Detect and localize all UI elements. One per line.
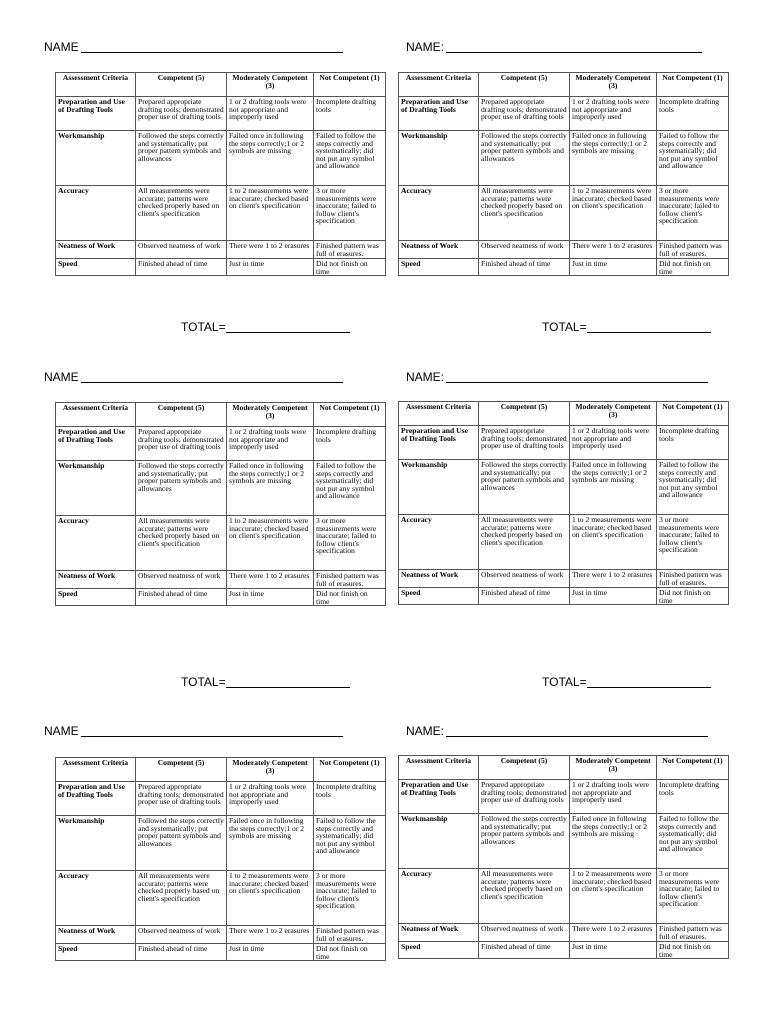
column-header: Assessment Criteria (56, 73, 136, 97)
column-header: Competent (5) (479, 73, 570, 97)
column-header: Moderately Competent (3) (227, 73, 314, 97)
rating-cell: All measurements were accurate; patterns were checked properly based on client's specification (479, 515, 570, 570)
rating-cell: Followed the steps correctly and systematically; put proper pattern symbols and allowances (136, 131, 227, 186)
rating-cell: Observed neatness of work (479, 924, 570, 942)
rating-cell: There were 1 to 2 erasures (227, 926, 314, 944)
rating-cell: 1 to 2 measurements were inaccurate; checked based on client's specification (227, 186, 314, 241)
criteria-cell: Workmanship (56, 131, 136, 186)
name-label: NAME: (406, 370, 445, 384)
name-blank[interactable] (446, 726, 708, 737)
rating-cell: 1 to 2 measurements were inaccurate; checked based on client's specification (570, 515, 657, 570)
rubric-row (399, 814, 729, 869)
rubric-row (56, 427, 386, 461)
rating-cell: Incomplete drafting tools (657, 426, 729, 460)
name-label: NAME (44, 724, 79, 738)
rubric-table (55, 402, 386, 606)
total-label: TOTAL= (181, 320, 226, 334)
rating-cell: 1 to 2 measurements were inaccurate; checked based on client's specification (227, 516, 314, 571)
rating-cell: Observed neatness of work (479, 570, 570, 588)
rating-cell: Failed to follow the steps correctly and systematically; did not put any symbol and allowance (657, 131, 729, 186)
rubric-row (56, 944, 386, 961)
rating-cell: Failed to follow the steps correctly and systematically; did not put any symbol and allowance (657, 460, 729, 515)
rubric-row (399, 588, 729, 605)
column-header: Assessment Criteria (399, 756, 479, 780)
rating-cell: 1 to 2 measurements were inaccurate; checked based on client's specification (227, 871, 314, 926)
rubric-row (56, 516, 386, 571)
column-header: Competent (5) (136, 73, 227, 97)
rating-cell: Incomplete drafting tools (314, 782, 386, 816)
rating-cell: There were 1 to 2 erasures (570, 241, 657, 259)
rubric-row (56, 589, 386, 606)
rating-cell: Failed to follow the steps correctly and systematically; did not put any symbol and allowance (657, 814, 729, 869)
rating-cell: There were 1 to 2 erasures (570, 570, 657, 588)
rating-cell: Did not finish on time (314, 589, 386, 606)
rating-cell: Failed to follow the steps correctly and systematically; did not put any symbol and allowance (314, 131, 386, 186)
column-header: Not Competent (1) (657, 402, 729, 426)
rubric-table (55, 757, 386, 961)
criteria-cell: Preparation and Use of Drafting Tools (399, 426, 479, 460)
header-row (56, 758, 386, 782)
total-line (542, 320, 711, 334)
criteria-cell: Workmanship (56, 461, 136, 516)
column-header: Moderately Competent (3) (570, 756, 657, 780)
rating-cell: Observed neatness of work (136, 926, 227, 944)
criteria-cell: Accuracy (56, 186, 136, 241)
criteria-cell: Neatness of Work (399, 924, 479, 942)
rubric-row (399, 186, 729, 241)
column-header: Competent (5) (136, 403, 227, 427)
rubric-row (399, 942, 729, 959)
rating-cell: 1 or 2 drafting tools were not appropriate and improperly used (227, 782, 314, 816)
header-row (56, 73, 386, 97)
criteria-cell: Speed (56, 589, 136, 606)
rating-cell: 1 or 2 drafting tools were not appropriate and improperly used (570, 97, 657, 131)
rubric-row (56, 241, 386, 259)
criteria-cell: Preparation and Use of Drafting Tools (399, 780, 479, 814)
name-line (406, 40, 702, 54)
rating-cell: 3 or more measurements were inaccurate; failed to follow client's specification (657, 186, 729, 241)
rating-cell: Did not finish on time (657, 588, 729, 605)
rating-cell: Incomplete drafting tools (314, 97, 386, 131)
criteria-cell: Accuracy (399, 869, 479, 924)
column-header: Assessment Criteria (399, 73, 479, 97)
criteria-cell: Workmanship (399, 131, 479, 186)
column-header: Competent (5) (479, 756, 570, 780)
column-header: Not Competent (1) (314, 403, 386, 427)
rating-cell: Just in time (227, 589, 314, 606)
rating-cell: Incomplete drafting tools (314, 427, 386, 461)
rubric-table (398, 401, 729, 605)
rating-cell: 3 or more measurements were inaccurate; failed to follow client's specification (657, 515, 729, 570)
rating-cell: All measurements were accurate; patterns were checked properly based on client's specification (479, 869, 570, 924)
rating-cell: 3 or more measurements were inaccurate; failed to follow client's specification (314, 871, 386, 926)
header-row (399, 756, 729, 780)
rubric-row (399, 515, 729, 570)
rubric-row (399, 97, 729, 131)
rating-cell: Did not finish on time (657, 942, 729, 959)
header-row (399, 402, 729, 426)
rating-cell: Followed the steps correctly and systematically; put proper pattern symbols and allowances (479, 460, 570, 515)
rating-cell: 1 or 2 drafting tools were not appropriate and improperly used (227, 97, 314, 131)
name-label: NAME (44, 370, 79, 384)
criteria-cell: Speed (399, 588, 479, 605)
column-header: Competent (5) (136, 758, 227, 782)
rubric-table (398, 755, 729, 959)
criteria-cell: Neatness of Work (399, 570, 479, 588)
name-blank[interactable] (81, 726, 343, 737)
rating-cell: Finished pattern was full of erasures. (657, 241, 729, 259)
total-blank[interactable] (587, 322, 711, 333)
rubric-row (56, 186, 386, 241)
rating-cell: Finished ahead of time (479, 588, 570, 605)
column-header: Not Competent (1) (314, 73, 386, 97)
rating-cell: Prepared appropriate drafting tools; demonstrated proper use of drafting tools (479, 426, 570, 460)
rubric-table (55, 72, 386, 276)
name-blank[interactable] (446, 42, 702, 53)
rating-cell: Just in time (227, 259, 314, 276)
rating-cell: Failed to follow the steps correctly and systematically; did not put any symbol and allowance (314, 816, 386, 871)
total-label: TOTAL= (542, 675, 587, 689)
name-blank[interactable] (81, 372, 343, 383)
rubric-row (56, 461, 386, 516)
column-header: Assessment Criteria (399, 402, 479, 426)
column-header: Not Competent (1) (657, 73, 729, 97)
rating-cell: Finished ahead of time (136, 944, 227, 961)
rating-cell: Just in time (570, 942, 657, 959)
rating-cell: Failed once in following the steps correctly;1 or 2 symbols are missing (570, 814, 657, 869)
column-header: Competent (5) (479, 402, 570, 426)
rating-cell: Finished ahead of time (136, 259, 227, 276)
criteria-cell: Neatness of Work (56, 571, 136, 589)
rating-cell: 1 or 2 drafting tools were not appropriate and improperly used (227, 427, 314, 461)
rating-cell: Prepared appropriate drafting tools; demonstrated proper use of drafting tools (479, 97, 570, 131)
header-row (56, 403, 386, 427)
criteria-cell: Accuracy (56, 871, 136, 926)
header-row (399, 73, 729, 97)
total-line (181, 675, 350, 689)
column-header: Moderately Competent (3) (570, 402, 657, 426)
rating-cell: Finished pattern was full of erasures. (314, 571, 386, 589)
total-line (181, 320, 350, 334)
column-header: Not Competent (1) (657, 756, 729, 780)
name-label: NAME (44, 40, 79, 54)
rating-cell: 1 or 2 drafting tools were not appropriate and improperly used (570, 780, 657, 814)
rubric-row (399, 460, 729, 515)
rating-cell: Just in time (227, 944, 314, 961)
rating-cell: Did not finish on time (314, 944, 386, 961)
criteria-cell: Neatness of Work (56, 926, 136, 944)
rubric-row (399, 780, 729, 814)
column-header: Moderately Competent (3) (227, 758, 314, 782)
total-blank[interactable] (226, 677, 350, 688)
criteria-cell: Speed (399, 259, 479, 276)
criteria-cell: Accuracy (399, 515, 479, 570)
rating-cell: All measurements were accurate; patterns were checked properly based on client's specification (136, 186, 227, 241)
rating-cell: Finished ahead of time (136, 589, 227, 606)
criteria-cell: Neatness of Work (56, 241, 136, 259)
criteria-cell: Workmanship (399, 460, 479, 515)
rating-cell: There were 1 to 2 erasures (227, 241, 314, 259)
rubric-row (56, 816, 386, 871)
rating-cell: There were 1 to 2 erasures (227, 571, 314, 589)
name-label: NAME: (406, 40, 445, 54)
rating-cell: 3 or more measurements were inaccurate; failed to follow client's specification (314, 186, 386, 241)
rating-cell: Observed neatness of work (136, 571, 227, 589)
rating-cell: Finished pattern was full of erasures. (314, 926, 386, 944)
rating-cell: Did not finish on time (314, 259, 386, 276)
rating-cell: 1 to 2 measurements were inaccurate; checked based on client's specification (570, 186, 657, 241)
criteria-cell: Accuracy (56, 516, 136, 571)
rubric-row (56, 259, 386, 276)
name-line (406, 370, 708, 384)
rating-cell: Just in time (570, 259, 657, 276)
column-header: Moderately Competent (3) (227, 403, 314, 427)
name-line (44, 724, 343, 738)
criteria-cell: Preparation and Use of Drafting Tools (56, 427, 136, 461)
total-blank[interactable] (587, 677, 711, 688)
rubric-row (56, 926, 386, 944)
name-blank[interactable] (446, 372, 708, 383)
name-line (44, 40, 343, 54)
column-header: Assessment Criteria (56, 403, 136, 427)
criteria-cell: Speed (56, 944, 136, 961)
total-blank[interactable] (226, 322, 350, 333)
rating-cell: 3 or more measurements were inaccurate; failed to follow client's specification (314, 516, 386, 571)
rating-cell: Followed the steps correctly and systematically; put proper pattern symbols and allowances (136, 816, 227, 871)
rating-cell: Followed the steps correctly and systematically; put proper pattern symbols and allowances (479, 131, 570, 186)
rating-cell: All measurements were accurate; patterns were checked properly based on client's specification (479, 186, 570, 241)
rating-cell: All measurements were accurate; patterns were checked properly based on client's specification (136, 516, 227, 571)
criteria-cell: Preparation and Use of Drafting Tools (56, 782, 136, 816)
total-line (542, 675, 711, 689)
column-header: Assessment Criteria (56, 758, 136, 782)
rating-cell: Failed once in following the steps correctly;1 or 2 symbols are missing (570, 460, 657, 515)
rating-cell: Failed to follow the steps correctly and systematically; did not put any symbol and allowance (314, 461, 386, 516)
rating-cell: Observed neatness of work (479, 241, 570, 259)
rating-cell: Failed once in following the steps correctly;1 or 2 symbols are missing (227, 816, 314, 871)
rubric-row (56, 782, 386, 816)
criteria-cell: Workmanship (56, 816, 136, 871)
criteria-cell: Neatness of Work (399, 241, 479, 259)
rating-cell: Just in time (570, 588, 657, 605)
criteria-cell: Preparation and Use of Drafting Tools (399, 97, 479, 131)
rating-cell: Observed neatness of work (136, 241, 227, 259)
rubric-row (399, 259, 729, 276)
criteria-cell: Workmanship (399, 814, 479, 869)
rating-cell: Finished ahead of time (479, 942, 570, 959)
rating-cell: Prepared appropriate drafting tools; demonstrated proper use of drafting tools (136, 427, 227, 461)
column-header: Not Competent (1) (314, 758, 386, 782)
rubric-row (56, 131, 386, 186)
rubric-table (398, 72, 729, 276)
rating-cell: Finished ahead of time (479, 259, 570, 276)
name-blank[interactable] (81, 42, 343, 53)
rubric-row (56, 871, 386, 926)
rating-cell: Followed the steps correctly and systematically; put proper pattern symbols and allowances (479, 814, 570, 869)
rating-cell: Incomplete drafting tools (657, 97, 729, 131)
rating-cell: Finished pattern was full of erasures. (657, 570, 729, 588)
column-header: Moderately Competent (3) (570, 73, 657, 97)
rating-cell: All measurements were accurate; patterns were checked properly based on client's specification (136, 871, 227, 926)
criteria-cell: Speed (56, 259, 136, 276)
rubric-row (399, 131, 729, 186)
rating-cell: Finished pattern was full of erasures. (314, 241, 386, 259)
rating-cell: 3 or more measurements were inaccurate; failed to follow client's specification (657, 869, 729, 924)
rubric-row (399, 241, 729, 259)
criteria-cell: Speed (399, 942, 479, 959)
rating-cell: Did not finish on time (657, 259, 729, 276)
rubric-row (399, 869, 729, 924)
name-label: NAME: (406, 724, 445, 738)
rating-cell: Prepared appropriate drafting tools; demonstrated proper use of drafting tools (479, 780, 570, 814)
total-label: TOTAL= (181, 675, 226, 689)
rating-cell: Failed once in following the steps correctly;1 or 2 symbols are missing (227, 131, 314, 186)
rating-cell: Prepared appropriate drafting tools; demonstrated proper use of drafting tools (136, 97, 227, 131)
rating-cell: Failed once in following the steps correctly;1 or 2 symbols are missing (227, 461, 314, 516)
rating-cell: 1 to 2 measurements were inaccurate; checked based on client's specification (570, 869, 657, 924)
rubric-row (399, 426, 729, 460)
criteria-cell: Preparation and Use of Drafting Tools (56, 97, 136, 131)
rating-cell: Prepared appropriate drafting tools; demonstrated proper use of drafting tools (136, 782, 227, 816)
name-line (44, 370, 343, 384)
rating-cell: Failed once in following the steps correctly;1 or 2 symbols are missing (570, 131, 657, 186)
rating-cell: Finished pattern was full of erasures. (657, 924, 729, 942)
rubric-row (56, 97, 386, 131)
rating-cell: Incomplete drafting tools (657, 780, 729, 814)
total-label: TOTAL= (542, 320, 587, 334)
rubric-row (56, 571, 386, 589)
name-line (406, 724, 708, 738)
criteria-cell: Accuracy (399, 186, 479, 241)
rubric-row (399, 570, 729, 588)
rating-cell: There were 1 to 2 erasures (570, 924, 657, 942)
rating-cell: Followed the steps correctly and systematically; put proper pattern symbols and allowances (136, 461, 227, 516)
rating-cell: 1 or 2 drafting tools were not appropriate and improperly used (570, 426, 657, 460)
rubric-row (399, 924, 729, 942)
